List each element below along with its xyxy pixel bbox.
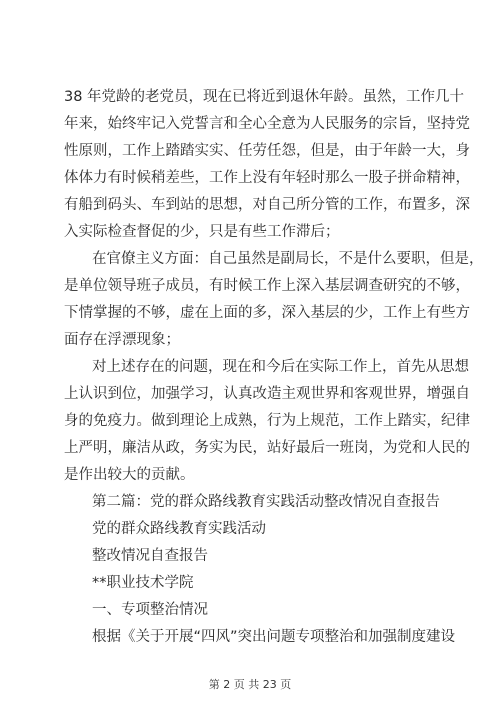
text-line: 下情掌握的不够，虚在上面的多，深入基层的少，工作上有些方 [64,305,470,321]
text-line: 面存在浮漂现象； [64,332,180,348]
section-title: 第二篇：党的群众路线教育实践活动整改情况自查报告 [92,494,440,510]
text-line: 身的免疫力。做到理论上成熟，行为上规范，工作上踏实，纪律 [64,413,470,429]
paragraph-first-line: 对上述存在的问题，现在和今后在实际工作上，首先从思想 [92,359,469,375]
text-line: 入实际检查督促的少，只是有些工作滞后； [64,224,340,240]
text-line: 是单位领导班子成员，有时候工作上深入基层调查研究的不够， [64,278,470,294]
subsection-heading: 一、专项整治情况 [92,602,208,618]
text-line: 性原则，工作上踏踏实实、任劳任怨，但是，由于年龄一大，身 [64,143,470,159]
text-line: 是作出较大的贡献。 [64,467,195,483]
report-title-line-2: 整改情况自查报告 [92,548,208,564]
report-title-line-1: 党的群众路线教育实践活动 [92,521,266,537]
text-line: 体体力有时候稍差些，工作上没有年轻时那么一股子拼命精神， [64,170,470,186]
text-line: 上认识到位，加强学习，认真改造主观世界和客观世界，增强自 [64,386,470,402]
organization-name: **职业技术学院 [92,575,194,591]
text-line: 有船到码头、车到站的思想，对自己所分管的工作，布置多，深 [64,197,470,213]
text-line: 上严明，廉洁从政，务实为民，站好最后一班岗，为党和人民的 [64,440,470,456]
text-line: 年来，始终牢记入党誓言和全心全意为人民服务的宗旨，坚持党 [64,116,470,132]
paragraph-first-line: 在官僚主义方面：自己虽然是副局长，不是什么要职，但是， [92,251,484,267]
page-number-footer: 第 2 页 共 23 页 [208,678,292,691]
document-body [64,84,484,651]
text-line: 38 年党龄的老党员，现在已将近到退休年龄。虽然，工作几十 [64,89,465,105]
paragraph-first-line: 根据《关于开展“四风”突出问题专项整治和加强制度建设 [92,629,456,645]
